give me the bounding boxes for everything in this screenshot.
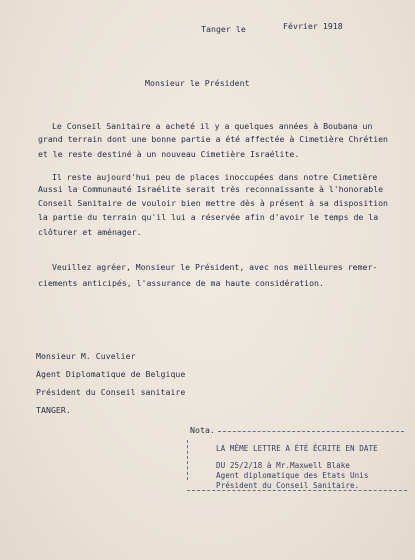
paragraph-line: clôturer et aménager. <box>38 226 142 237</box>
nota-left-rule <box>187 440 188 480</box>
paragraph-line: Il reste aujourd'hui peu de places inoccupées dans notre Cimetière <box>52 172 378 182</box>
paragraph-1 <box>38 120 413 161</box>
paragraph-line: la partie du terrain qu'il lui a réservée afin d'avoir le temps de la <box>38 212 379 223</box>
date-place: Tanger le <box>201 24 246 34</box>
paragraph-line: Veuillez agréer, Monsieur le Président, avec nos meilleures remer- <box>52 262 378 272</box>
paragraph-3 <box>38 261 413 289</box>
paragraph-2 <box>38 171 413 238</box>
paragraph-line: grand terrain dont une bonne partie a été affectée à Cimetière Chrétien <box>38 133 388 144</box>
paragraph-line: et le reste destiné à un nouveau Cimetière Israélite. <box>38 149 300 160</box>
nota-top-rule <box>218 431 404 432</box>
paragraph-line: ciements anticipés, l'assurance de ma haute considération. <box>38 277 324 288</box>
addressee-line: TANGER. <box>36 405 71 415</box>
nota-label: Nota. <box>190 425 215 435</box>
paragraph-line: Conseil Sanitaire de vouloir bien mettre dès à présent à sa disposition <box>38 197 388 208</box>
nota-line: LA MÊME LETTRE A ÉTÉ ÉCRITE EN DATE <box>216 444 378 453</box>
paragraph-line: Aussi la Communauté Israélite serait très reconnaissante à l'honorable <box>38 183 384 194</box>
paragraph-line: Le Conseil Sanitaire a acheté il y a quelques années à Boubana un <box>52 121 373 131</box>
date-month-year: Février 1918 <box>283 21 343 31</box>
nota-bottom-rule <box>187 490 407 491</box>
nota-line: Agent diplomatique des Etats Unis <box>216 471 369 480</box>
nota-line: Président du Conseil Sanitaire. <box>216 480 360 490</box>
addressee-line: Président du Conseil sanitaire <box>36 387 186 397</box>
nota-line: DU 25/2/18 à Mr.Maxwell Blake <box>216 461 351 470</box>
nota-block <box>216 443 378 490</box>
addressee-line: Monsieur M. Cuvelier <box>36 351 136 361</box>
addressee-block <box>36 347 185 419</box>
addressee-line: Agent Diplomatique de Belgique <box>36 369 186 379</box>
salutation: Monsieur le Président <box>145 78 250 88</box>
